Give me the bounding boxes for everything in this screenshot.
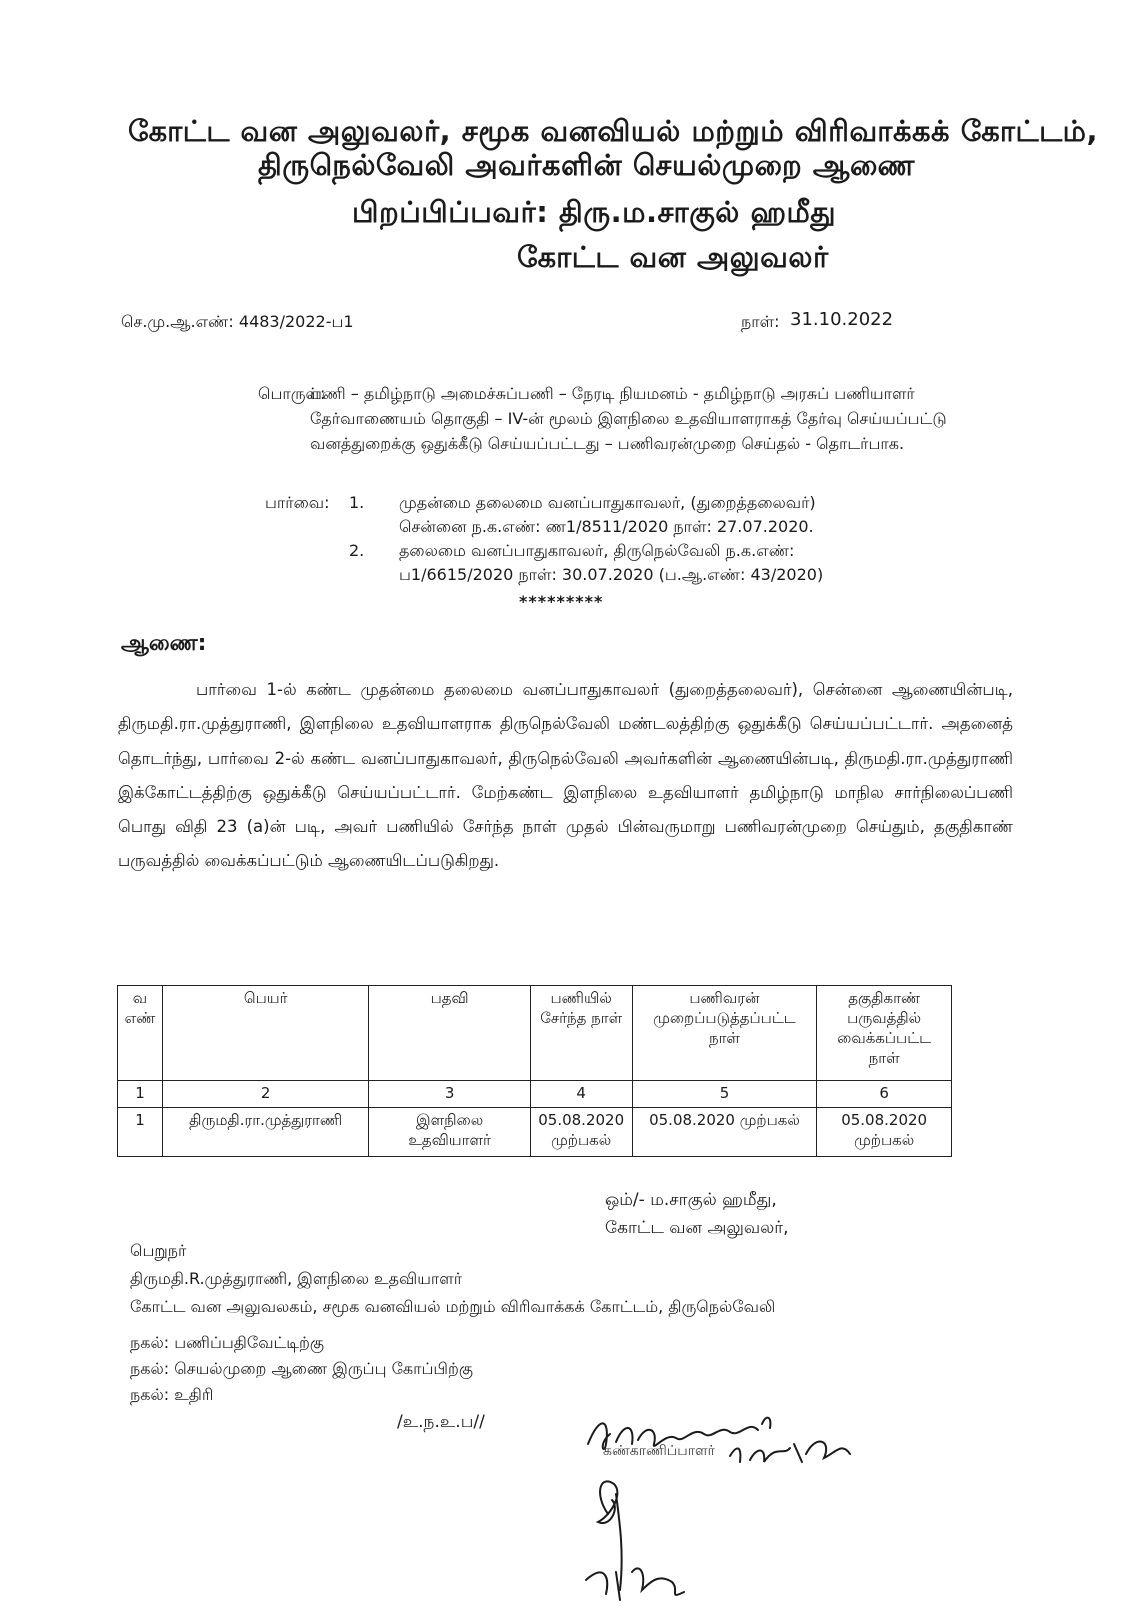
date-label: நாள்: [741, 312, 780, 331]
table-cell: 1 [118, 1108, 163, 1157]
references-label: பார்வை: [265, 493, 330, 512]
regularisation-table [117, 985, 952, 1157]
copy-line: நகல்: பணிப்பதிவேட்டிற்கு [130, 1333, 325, 1352]
table-header-cell: பதவி [369, 986, 530, 1081]
order-number: செ.மு.ஆ.எண்: 4483/2022-ப1 [121, 312, 354, 331]
table-header-cell: வ எண் [118, 986, 163, 1081]
table-header-row [118, 986, 952, 1081]
table-header-cell: தகுதிகாண் பருவத்தில் வைக்கப்பட்ட நாள் [817, 986, 952, 1081]
reference-number: 2. [349, 541, 365, 560]
header-line-1: கோட்ட வன அலுவலர், சமூக வனவியல் மற்றும் விரிவாக்கக் கோட்டம், [128, 114, 1099, 148]
copies-block [130, 1330, 473, 1408]
order-heading: ஆணை: [121, 631, 207, 656]
table-cell: 6 [817, 1081, 952, 1108]
table-cell: 1 [118, 1081, 163, 1108]
recipient-label: பெறுநர் [130, 1241, 187, 1260]
table-cell: 05.08.2020 முற்பகல் [530, 1108, 632, 1157]
typist-initials: /உ.ந.உ.ப// [397, 1412, 485, 1432]
subject-text: பணி – தமிழ்நாடு அமைச்சுப்பணி – நேரடி நியமனம் - தமிழ்நாடு அரசுப் பணியாளர் தேர்வாணையம் தொகுதி – IV-ன் மூலம் இளநிலை உதவியாளராகத் தேர்வு செய்யப்பட்டு வனத்துறைக்கு ஒதுக்கீடு செய்யப்பட்டது – பணிவரன்முறை செய்தல் - தொடர்பாக. [310, 384, 947, 453]
reference-text: முதன்மை தலைமை வனப்பாதுகாவலர், (துறைத்தலைவர்) [399, 493, 816, 512]
supervisor-stamp-text: கண்காணிப்பாளர் [603, 1443, 715, 1459]
table-cell: இளநிலை உதவியாளர் [369, 1108, 530, 1157]
references-block [265, 493, 985, 589]
signature-block [605, 1186, 789, 1242]
signature-designation: கோட்ட வன அலுவலர், [605, 1218, 789, 1238]
recipient-office: கோட்ட வன அலுவலகம், சமூக வனவியல் மற்றும் விரிவாக்கக் கோட்டம், திருநெல்வேலி [130, 1297, 776, 1316]
table-header-cell: பணியில் சேர்ந்த நாள் [530, 986, 632, 1081]
copy-line: நகல்: செயல்முறை ஆணை இருப்பு கோப்பிற்கு [130, 1359, 474, 1378]
table-row [118, 1108, 952, 1157]
table-header-cell: பெயர் [162, 986, 369, 1081]
table-header-cell: பணிவரன் முறைப்படுத்தப்பட்ட நாள் [632, 986, 817, 1081]
handwritten-signature-icon [580, 1404, 910, 1604]
table-cell: திருமதி.ரா.முத்துராணி [162, 1108, 369, 1157]
reference-text: ப1/6615/2020 நாள்: 30.07.2020 (ப.ஆ.எண்: 43/2020) [399, 565, 824, 584]
order-paragraph: பார்வை 1-ல் கண்ட முதன்மை தலைமை வனப்பாதுகாவலர் (துறைத்தலைவர்), சென்னை ஆணையின்படி, திருமதி.ரா.முத்துராணி, இளநிலை உதவியாளராக திருநெல்வேலி மண்டலத்திற்கு ஒதுக்கீடு செய்யப்பட்டார். அதனைத் தொடர்ந்து, பார்வை 2-ல் கண்ட வனப்பாதுகாவலர், திருநெல்வேலி அவர்களின் ஆணையின்படி, திருமதி.ரா.முத்துராணி இக்கோட்டத்திற்கு ஒதுக்கீடு செய்யப்பட்டார். மேற்கண்ட இளநிலை உதவியாளர் தமிழ்நாடு மாநில சார்நிலைப்பணி பொது விதி 23 (a)ன் படி, அவர் பணியில் சேர்ந்த நாள் முதல் பின்வருமாறு பணிவரன்முறை செய்தும், தகுதிகாண் பருவத்தில் வைக்கப்பட்டும் ஆணையிடப்படுகிறது. [118, 680, 1013, 871]
table-number-row [118, 1081, 952, 1108]
table-cell: 05.08.2020 முற்பகல் [632, 1108, 817, 1157]
copy-line: நகல்: உதிரி [130, 1385, 214, 1404]
date-value: 31.10.2022 [790, 309, 894, 330]
recipient-block [130, 1237, 775, 1321]
subject-block [258, 381, 1018, 456]
reference-text: சென்னை ந.க.எண்: ண1/8511/2020 நாள்: 27.07.2020. [399, 517, 814, 536]
reference-text: தலைமை வனப்பாதுகாவலர், திருநெல்வேலி ந.க.எண்: [399, 541, 795, 560]
issuer-line: பிறப்பிப்பவர்: திரு.ம.சாகுல் ஹமீது [352, 195, 837, 229]
designation-line: கோட்ட வன அலுவலர் [517, 240, 829, 274]
table-cell: 2 [162, 1081, 369, 1108]
signature-line: ஒம்/- ம.சாகுல் ஹமீது, [605, 1190, 777, 1210]
reference-number: 1. [349, 493, 365, 512]
subject-label: பொருள்: [258, 384, 326, 403]
table-cell: 5 [632, 1081, 817, 1108]
table-cell: 05.08.2020 முற்பகல் [817, 1108, 952, 1157]
recipient-name: திருமதி.R.முத்துராணி, இளநிலை உதவியாளர் [130, 1269, 463, 1288]
separator-stars: ********* [519, 592, 604, 611]
table-cell: 4 [530, 1081, 632, 1108]
table-cell: 3 [369, 1081, 530, 1108]
header-line-2: திருநெல்வேலி அவர்களின் செயல்முறை ஆணை [258, 148, 915, 182]
